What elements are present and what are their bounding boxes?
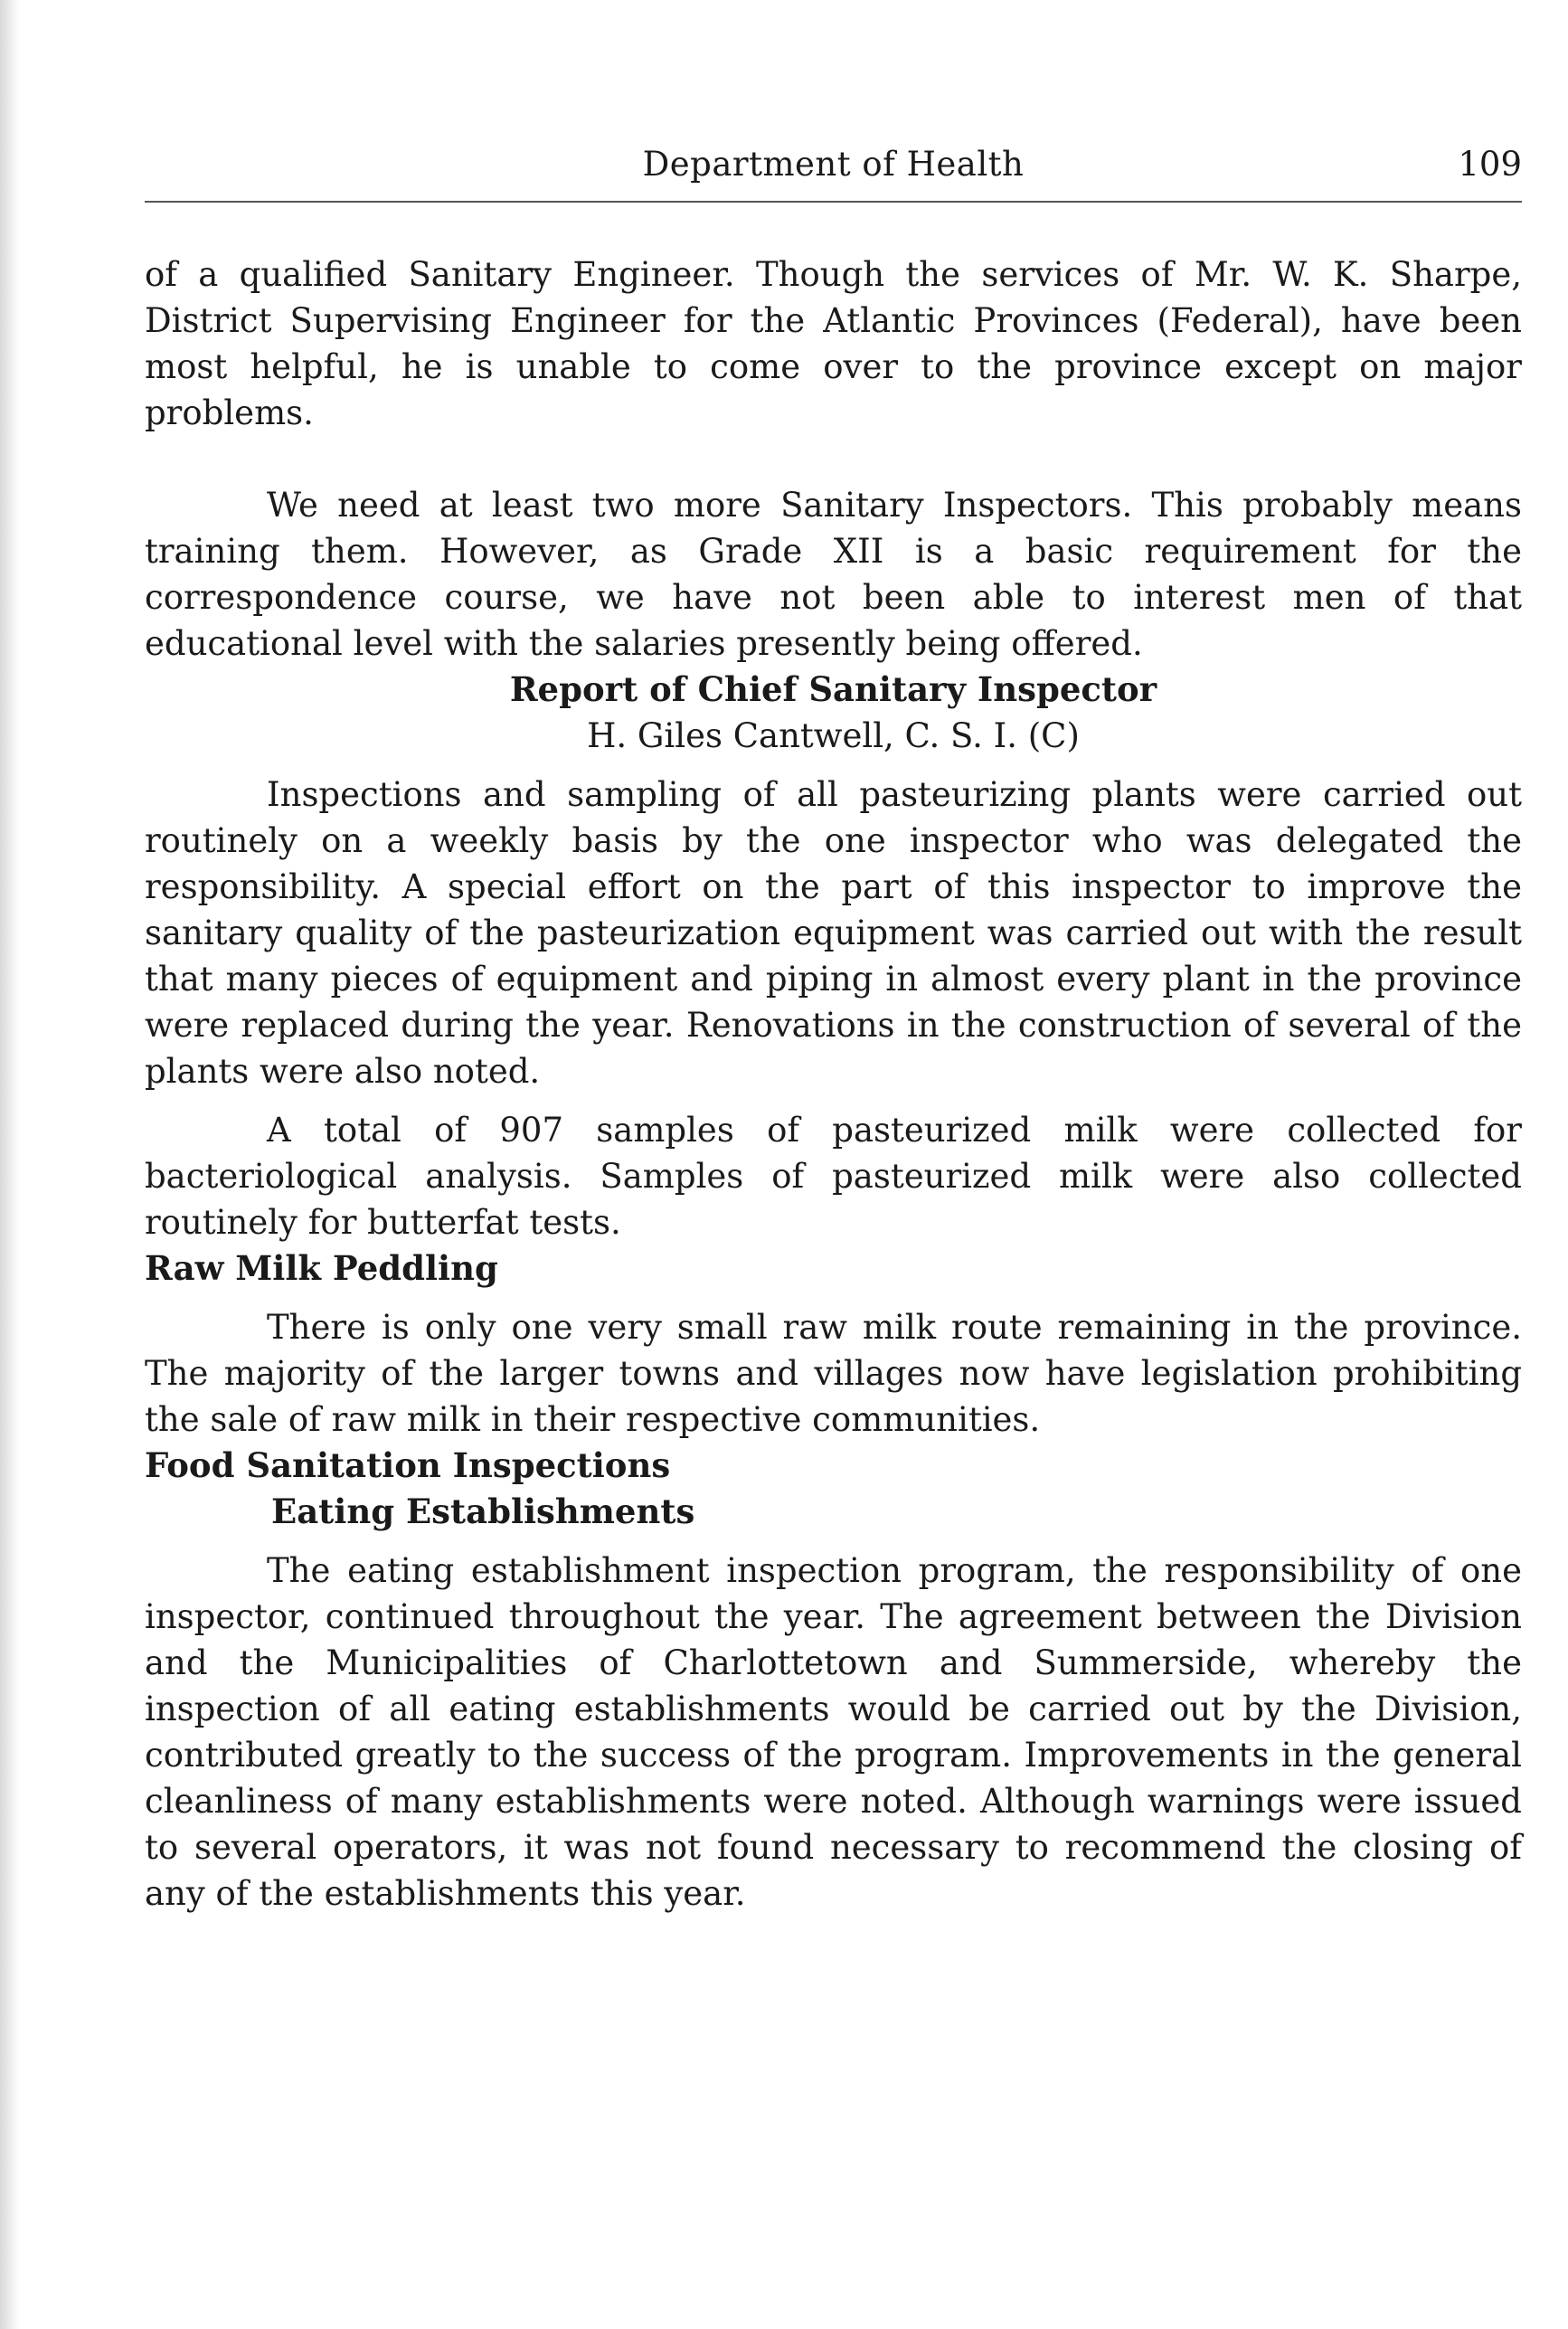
paragraph-milk-samples: A total of 907 samples of pasteurized milk were collected for bacteriological analysis. Samples of pasteurized milk were also collected routinely for butterfat tests.	[145, 1111, 1522, 1242]
section-heading-raw-milk-peddling: Raw Milk Peddling	[145, 1248, 498, 1288]
header-rule	[145, 201, 1522, 203]
running-header	[145, 137, 1522, 192]
paragraph-continued: of a qualified Sanitary Engineer. Though the services of Mr. W. K. Sharpe, District Supervising Engineer for the Atlantic Provinces (Federal), have been most helpful, he is unable to come over to the province except on major problems.	[145, 255, 1522, 432]
page-number: 109	[1458, 145, 1522, 184]
section-heading-food-sanitation: Food Sanitation Inspections	[145, 1445, 671, 1485]
running-header-title: Department of Health	[642, 145, 1025, 184]
paragraph-raw-milk: There is only one very small raw milk route remaining in the province. The majority of the larger towns and villages now have legislation prohibiting the sale of raw milk in their respective communities.	[145, 1308, 1522, 1439]
page-edge-shadow	[0, 0, 20, 2329]
paragraph-inspectors-needed: We need at least two more Sanitary Inspectors. This probably means training them. However, as Grade XII is a basic requirement for the correspondence course, we have not been able to interest men of that educational level with the salaries presently being offered.	[145, 486, 1522, 663]
report-byline: H. Giles Cantwell, C. S. I. (C)	[587, 716, 1080, 755]
paragraph-pasteurizing-plants: Inspections and sampling of all pasteurizing plants were carried out routinely on a weekly basis by the one inspector who was delegated the responsibility. A special effort on the part of this inspector to improve the sanitary quality of the pasteurization equipment was carried out with the result that many pieces of equipment and piping in almost every plant in the province were replaced during the year. Renovations in the construction of several of the plants were also noted.	[145, 775, 1522, 1091]
page-body	[145, 251, 1522, 1917]
subsection-heading-eating-establishments: Eating Establishments	[271, 1491, 695, 1531]
paragraph-eating-establishments: The eating establishment inspection program, the responsibility of one inspector, continued throughout the year. The agreement between the Division and the Municipalities of Charlottetown and Summerside, whereby the inspection of all eating establishments would be carried out by the Division, contributed greatly to the success of the program. Improvements in the general cleanliness of many establishments were noted. Although warnings were issued to several operators, it was not found necessary to recommend the closing of any of the establishments this year.	[145, 1551, 1522, 1913]
section-heading-chief-sanitary-inspector: Report of Chief Sanitary Inspector	[509, 669, 1157, 709]
